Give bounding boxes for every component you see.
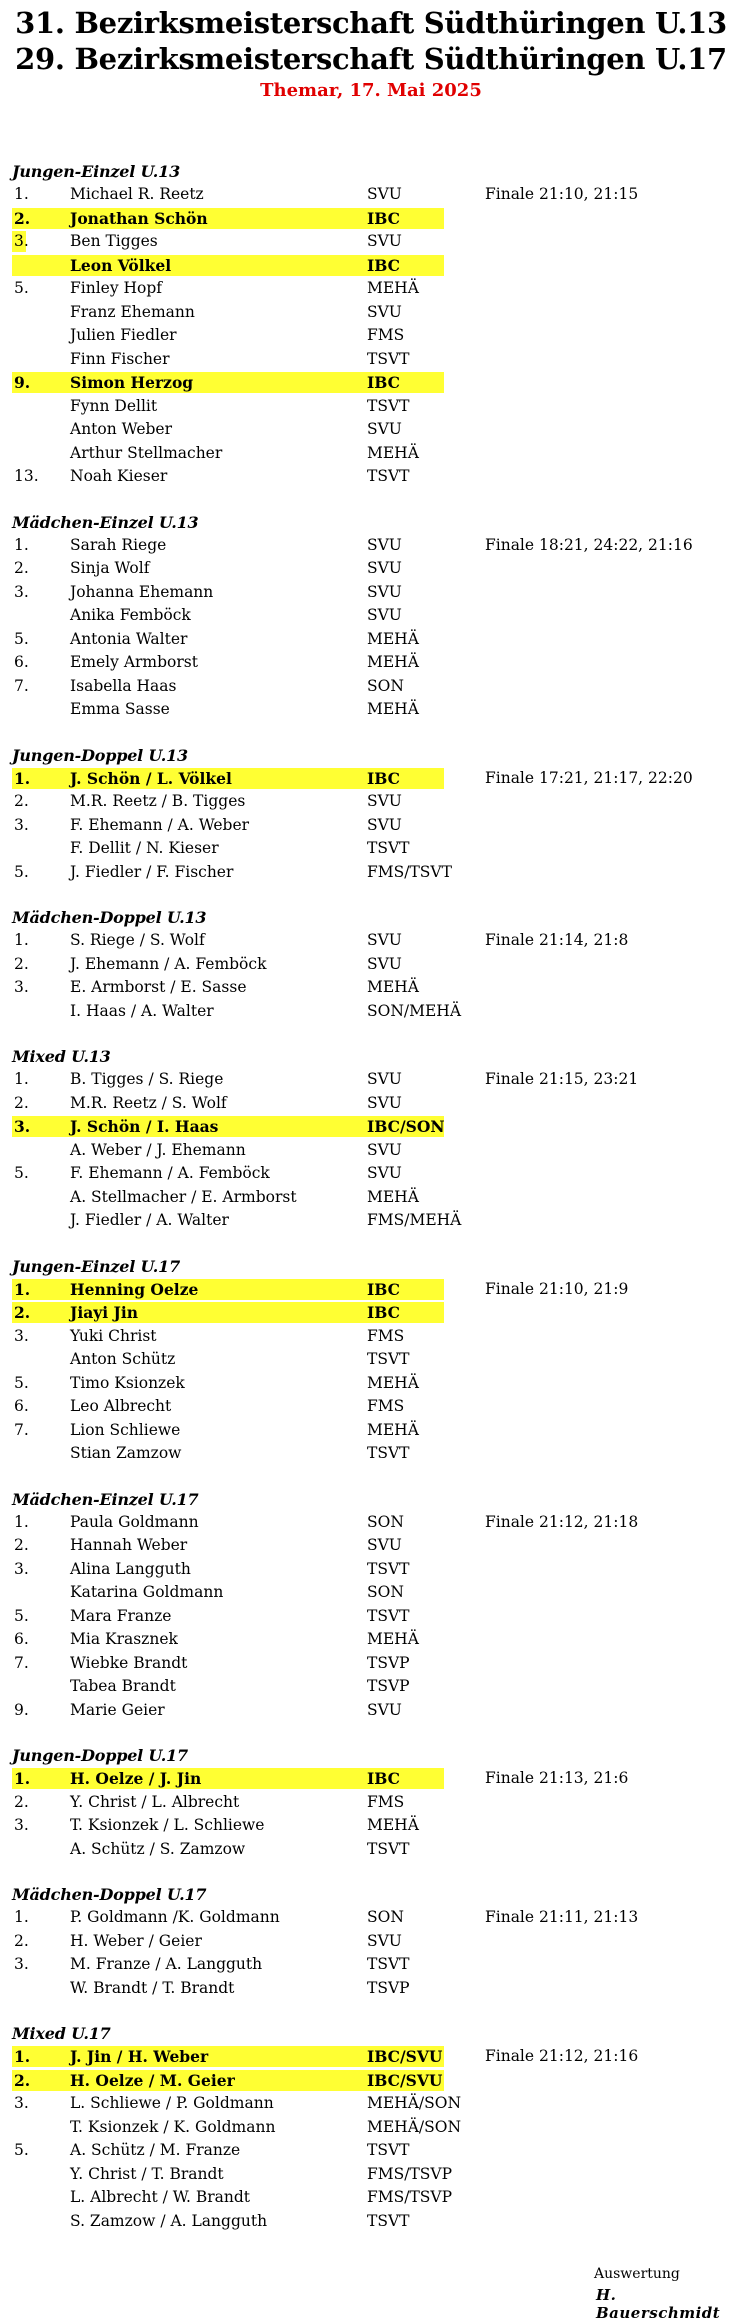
- result-name: Timo Ksionzek: [70, 1373, 185, 1392]
- result-name: Stian Zamzow: [70, 1444, 182, 1462]
- result-name: Lion Schliewe: [70, 1420, 181, 1439]
- result-name: J. Fiedler / A. Walter: [70, 1211, 229, 1229]
- section-title: Jungen-Doppel U.17: [12, 1746, 188, 1765]
- result-rank: 1.: [14, 1769, 31, 1788]
- result-name: Sinja Wolf: [70, 559, 150, 577]
- result-name: T. Ksionzek / K. Goldmann: [70, 2117, 276, 2136]
- result-name: Michael R. Reetz: [70, 185, 204, 203]
- result-rank: 5.: [14, 2141, 29, 2159]
- page-title-u17: 29. Bezirksmeisterschaft Südthüringen U.17: [15, 42, 727, 76]
- result-rank: 5.: [14, 279, 29, 297]
- result-club: MEHÄ: [367, 653, 419, 671]
- result-row: [12, 953, 732, 977]
- result-rank: 2.: [14, 792, 29, 810]
- result-rank: 1.: [14, 768, 31, 788]
- result-row: [12, 2210, 732, 2234]
- result-row: [12, 1115, 732, 1139]
- result-row: [12, 301, 732, 325]
- result-row: [12, 183, 732, 207]
- result-section: [12, 511, 732, 722]
- result-name: H. Oelze / J. Jin: [70, 1769, 202, 1788]
- section-title: Mixed U.17: [12, 2024, 111, 2043]
- result-name: Mara Franze: [70, 1606, 172, 1625]
- result-name: Jiayi Jin: [70, 1303, 139, 1322]
- result-club: IBC: [367, 1769, 400, 1788]
- result-name: A. Weber / J. Ehemann: [70, 1140, 246, 1159]
- result-rank: 5.: [14, 1164, 29, 1182]
- result-club: SON: [367, 676, 404, 695]
- page-title-u13: 31. Bezirksmeisterschaft Südthüringen U.13: [15, 6, 727, 40]
- result-score: Finale 21:13, 21:6: [485, 1769, 629, 1787]
- result-name: Y. Christ / T. Brandt: [70, 2164, 224, 2183]
- result-club: TSVT: [367, 1559, 410, 1578]
- result-section: [12, 1883, 732, 2000]
- result-name: L. Albrecht / W. Brandt: [70, 2188, 251, 2206]
- result-club: SVU: [367, 931, 402, 949]
- result-rank: 3.: [14, 815, 29, 834]
- result-name: Wiebke Brandt: [70, 1653, 188, 1672]
- result-name: Johanna Ehemann: [70, 582, 214, 601]
- result-club: FMS/TSVT: [367, 862, 452, 881]
- result-name: Emma Sasse: [70, 700, 170, 718]
- result-row: [12, 324, 732, 348]
- result-club: FMS: [367, 326, 405, 344]
- result-club: MEHÄ: [367, 978, 419, 996]
- result-score: Finale 21:10, 21:15: [485, 185, 639, 203]
- result-name: H. Oelze / M. Geier: [70, 2070, 235, 2090]
- result-club: TSVP: [367, 1978, 410, 1997]
- result-row: [12, 348, 732, 372]
- result-club: TSVT: [367, 349, 410, 368]
- result-score: Finale 21:10, 21:9: [485, 1279, 629, 1298]
- result-row: [12, 790, 732, 814]
- result-club: SVU: [367, 1931, 402, 1950]
- result-club: IBC: [367, 1279, 400, 1299]
- result-name: Alina Langguth: [70, 1559, 191, 1578]
- result-row: [12, 1278, 732, 1302]
- result-name: B. Tigges / S. Riege: [70, 1070, 224, 1088]
- result-row: [12, 1953, 732, 1977]
- result-row: [12, 698, 732, 722]
- result-club: MEHÄ: [367, 1420, 419, 1439]
- result-rank: 1.: [14, 185, 29, 203]
- result-club: SVU: [367, 582, 402, 601]
- result-row: [12, 2045, 732, 2069]
- result-row: [12, 1628, 732, 1652]
- result-rank: 1.: [14, 1279, 31, 1299]
- result-club: SVU: [367, 1070, 402, 1088]
- result-club: SVU: [367, 1093, 402, 1112]
- result-club: SVU: [367, 535, 402, 554]
- result-club: MEHÄ: [367, 443, 419, 462]
- result-row: [12, 2092, 732, 2116]
- result-row: [12, 1581, 732, 1605]
- result-club: SVU: [367, 420, 402, 438]
- result-section: [12, 744, 732, 885]
- result-club: SVU: [367, 815, 402, 834]
- result-club: TSVT: [367, 396, 410, 415]
- result-rank: 2.: [14, 1536, 29, 1554]
- result-name: J. Fiedler / F. Fischer: [70, 862, 234, 881]
- result-section: [12, 2022, 732, 2233]
- result-row: [12, 1699, 732, 1723]
- result-club: SVU: [367, 1536, 402, 1554]
- result-name: Sarah Riege: [70, 535, 167, 554]
- result-rank: 1.: [14, 1908, 29, 1926]
- result-club: IBC: [367, 768, 400, 788]
- result-row: [12, 254, 732, 278]
- result-club: SVU: [367, 185, 402, 203]
- result-rank: 13.: [14, 467, 39, 485]
- result-row: [12, 2116, 732, 2140]
- result-club: IBC/SVU: [367, 2047, 443, 2066]
- result-rank: 5.: [14, 1606, 29, 1625]
- result-row: [12, 1511, 732, 1535]
- result-rank: 5.: [14, 629, 29, 648]
- result-name: M.R. Reetz / S. Wolf: [70, 1093, 227, 1112]
- result-score: Finale 18:21, 24:22, 21:16: [485, 535, 693, 554]
- event-date-location: Themar, 17. Mai 2025: [260, 80, 482, 101]
- section-title: Mädchen-Doppel U.17: [12, 1885, 207, 1904]
- result-rank: 1.: [14, 931, 29, 949]
- result-rank: 6.: [14, 1397, 29, 1415]
- section-title: Jungen-Einzel U.17: [12, 1256, 181, 1276]
- result-row: [12, 837, 732, 861]
- result-club: MEHÄ/SON: [367, 2117, 462, 2136]
- result-club: MEHÄ: [367, 700, 419, 718]
- result-row: [12, 1930, 732, 1954]
- result-name: Simon Herzog: [70, 373, 194, 392]
- result-rank: 3.: [14, 2094, 29, 2112]
- result-club: SVU: [367, 232, 402, 250]
- result-rank: 5.: [14, 862, 29, 881]
- result-rank: 5.: [14, 1373, 29, 1392]
- result-rank: 3.: [14, 1117, 31, 1136]
- result-club: SVU: [367, 606, 402, 624]
- result-rank: 2.: [14, 1093, 29, 1112]
- result-row: [12, 651, 732, 675]
- result-name: S. Zamzow / A. Langguth: [70, 2211, 268, 2230]
- result-club: TSVT: [367, 1350, 410, 1368]
- result-club: IBC: [367, 255, 400, 275]
- result-name: Leon Völkel: [70, 255, 172, 275]
- result-row: [12, 1814, 732, 1838]
- result-name: Jonathan Schön: [70, 208, 208, 228]
- result-row: [12, 557, 732, 581]
- result-row: [12, 861, 732, 885]
- result-name: Finn Fischer: [70, 349, 170, 368]
- result-name: J. Schön / L. Völkel: [70, 768, 232, 788]
- section-title: Mixed U.13: [12, 1047, 111, 1066]
- result-name: A. Schütz / S. Zamzow: [70, 1839, 246, 1858]
- result-row: [12, 1301, 732, 1325]
- result-name: I. Haas / A. Walter: [70, 1001, 214, 1020]
- footer-signature: H. Bauerschmidt: [596, 2286, 721, 2322]
- result-rank: 2.: [14, 208, 31, 228]
- result-section: [12, 160, 732, 489]
- result-club: SVU: [367, 1140, 402, 1159]
- result-club: TSVT: [367, 2211, 410, 2230]
- result-club: IBC: [367, 373, 400, 392]
- result-row: [12, 1162, 732, 1186]
- result-row: [12, 1605, 732, 1629]
- result-score: Finale 21:12, 21:16: [485, 2047, 639, 2065]
- result-name: Leo Albrecht: [70, 1397, 172, 1415]
- result-row: [12, 1652, 732, 1676]
- result-club: TSVP: [367, 1653, 410, 1672]
- result-club: SVU: [367, 1164, 402, 1182]
- section-title: Jungen-Doppel U.13: [12, 745, 188, 765]
- result-row: [12, 395, 732, 419]
- result-rank: 2.: [14, 559, 29, 577]
- result-name: J. Schön / I. Haas: [70, 1117, 219, 1136]
- result-rank: 7.: [14, 1653, 29, 1672]
- result-club: SON/MEHÄ: [367, 1001, 462, 1020]
- result-club: TSVT: [367, 1444, 410, 1462]
- result-name: W. Brandt / T. Brandt: [70, 1978, 235, 1997]
- result-rank: 9.: [14, 1700, 29, 1719]
- result-row: [12, 1186, 732, 1210]
- result-name: Tabea Brandt: [70, 1677, 176, 1695]
- result-name: Antonia Walter: [70, 629, 188, 648]
- result-score: Finale 21:12, 21:18: [485, 1512, 639, 1531]
- result-name: A. Stellmacher / E. Armborst: [70, 1187, 297, 1206]
- result-club: FMS: [367, 1792, 405, 1811]
- result-club: FMS: [367, 1397, 405, 1415]
- result-row: [12, 1442, 732, 1466]
- result-row: [12, 465, 732, 489]
- result-name: Fynn Dellit: [70, 396, 158, 415]
- result-name: Marie Geier: [70, 1700, 165, 1719]
- result-name: J. Ehemann / A. Femböck: [70, 954, 267, 973]
- result-name: Ben Tigges: [70, 232, 158, 250]
- result-row: [12, 1675, 732, 1699]
- result-name: Yuki Christ: [70, 1326, 157, 1345]
- result-club: MEHÄ/SON: [367, 2094, 462, 2112]
- result-row: [12, 767, 732, 791]
- results-list: [12, 160, 732, 2233]
- result-name: Finley Hopf: [70, 279, 163, 297]
- result-name: F. Ehemann / A. Weber: [70, 815, 250, 834]
- result-row: [12, 1906, 732, 1930]
- result-score: Finale 17:21, 21:17, 22:20: [485, 768, 693, 787]
- result-name: J. Jin / H. Weber: [70, 2047, 209, 2066]
- result-row: [12, 1325, 732, 1349]
- result-row: [12, 2163, 732, 2187]
- result-club: SVU: [367, 792, 402, 810]
- result-rank: 7.: [14, 676, 29, 695]
- result-rank: 3.: [14, 978, 29, 996]
- result-rank: 1.: [14, 2047, 31, 2066]
- result-row: [12, 1395, 732, 1419]
- result-name: Anton Weber: [70, 420, 172, 438]
- result-name: Arthur Stellmacher: [70, 443, 223, 462]
- result-rank: 1.: [14, 535, 29, 554]
- result-row: [12, 976, 732, 1000]
- result-club: SON: [367, 1583, 404, 1601]
- section-title: Mädchen-Doppel U.13: [12, 908, 207, 927]
- result-row: [12, 418, 732, 442]
- result-row: [12, 1092, 732, 1116]
- result-name: Y. Christ / L. Albrecht: [70, 1792, 240, 1811]
- result-name: H. Weber / Geier: [70, 1931, 202, 1950]
- result-name: Julien Fiedler: [70, 326, 177, 344]
- result-name: Hannah Weber: [70, 1536, 188, 1554]
- result-section: [12, 906, 732, 1023]
- result-name: F. Dellit / N. Kieser: [70, 839, 219, 857]
- section-title: Mädchen-Einzel U.13: [12, 512, 199, 532]
- result-club: TSVT: [367, 1606, 410, 1625]
- result-rank: 3.: [14, 582, 29, 601]
- result-club: SON: [367, 1908, 404, 1926]
- result-club: FMS: [367, 1326, 405, 1345]
- result-name: E. Armborst / E. Sasse: [70, 978, 247, 996]
- result-name: T. Ksionzek / L. Schliewe: [70, 1816, 265, 1834]
- result-row: [12, 1977, 732, 2001]
- result-row: [12, 1791, 732, 1815]
- result-row: [12, 2139, 732, 2163]
- result-row: [12, 277, 732, 301]
- result-name: Paula Goldmann: [70, 1512, 199, 1531]
- result-row: [12, 371, 732, 395]
- result-score: Finale 21:14, 21:8: [485, 931, 629, 949]
- result-rank: 3.: [14, 1955, 29, 1973]
- result-club: IBC/SVU: [367, 2070, 443, 2090]
- result-name: Noah Kieser: [70, 467, 168, 485]
- result-row: [12, 1000, 732, 1024]
- result-club: MEHÄ: [367, 1187, 419, 1206]
- result-club: IBC: [367, 208, 400, 228]
- result-club: MEHÄ: [367, 1816, 419, 1834]
- result-name: A. Schütz / M. Franze: [70, 2141, 241, 2159]
- result-club: SVU: [367, 954, 402, 973]
- result-name: Franz Ehemann: [70, 302, 195, 321]
- result-rank: 3.: [14, 1559, 29, 1578]
- result-row: [12, 1767, 732, 1791]
- result-rank: 3.: [14, 232, 29, 250]
- result-row: [12, 1348, 732, 1372]
- result-row: [12, 2186, 732, 2210]
- result-rank: 3.: [14, 1326, 29, 1345]
- result-row: [12, 814, 732, 838]
- result-name: Anika Femböck: [70, 606, 191, 624]
- result-score: Finale 21:15, 23:21: [485, 1070, 639, 1088]
- result-rank: 7.: [14, 1420, 29, 1439]
- result-row: [12, 1558, 732, 1582]
- footer-label: Auswertung: [594, 2266, 680, 2282]
- result-rank: 3.: [14, 1816, 29, 1834]
- result-row: [12, 230, 732, 254]
- result-row: [12, 628, 732, 652]
- result-row: [12, 442, 732, 466]
- section-title: Jungen-Einzel U.13: [12, 162, 181, 181]
- result-name: Emely Armborst: [70, 653, 198, 671]
- result-club: SON: [367, 1512, 404, 1531]
- result-club: FMS/TSVP: [367, 2164, 453, 2183]
- result-section: [12, 1744, 732, 1861]
- result-row: [12, 207, 732, 231]
- result-club: TSVT: [367, 2141, 410, 2159]
- result-club: IBC: [367, 1303, 400, 1322]
- result-club: SVU: [367, 302, 402, 321]
- result-name: P. Goldmann /K. Goldmann: [70, 1908, 280, 1926]
- result-club: MEHÄ: [367, 629, 419, 648]
- result-club: FMS/TSVP: [367, 2188, 453, 2206]
- result-rank: 2.: [14, 1931, 29, 1950]
- result-row: [12, 1139, 732, 1163]
- result-section: [12, 1045, 732, 1233]
- result-section: [12, 1255, 732, 1466]
- result-name: Mia Krasznek: [70, 1630, 178, 1648]
- result-name: M. Franze / A. Langguth: [70, 1955, 263, 1973]
- result-row: [12, 1372, 732, 1396]
- result-club: TSVT: [367, 1955, 410, 1973]
- result-row: [12, 675, 732, 699]
- result-club: TSVP: [367, 1677, 410, 1695]
- result-rank: 2.: [14, 2070, 31, 2090]
- result-row: [12, 1419, 732, 1443]
- result-club: SVU: [367, 1700, 402, 1719]
- result-name: Isabella Haas: [70, 676, 177, 695]
- result-row: [12, 1534, 732, 1558]
- result-rank: 1.: [14, 1512, 29, 1531]
- result-row: [12, 581, 732, 605]
- result-row: [12, 2069, 732, 2093]
- result-rank: 6.: [14, 1630, 29, 1648]
- result-rank: 2.: [14, 1303, 31, 1322]
- result-club: TSVT: [367, 467, 410, 485]
- result-row: [12, 1068, 732, 1092]
- result-row: [12, 534, 732, 558]
- result-club: FMS/MEHÄ: [367, 1211, 462, 1229]
- result-name: Katarina Goldmann: [70, 1583, 224, 1601]
- result-name: Henning Oelze: [70, 1279, 199, 1299]
- section-title: Mädchen-Einzel U.17: [12, 1489, 199, 1509]
- result-name: F. Ehemann / A. Femböck: [70, 1164, 270, 1182]
- result-score: Finale 21:11, 21:13: [485, 1908, 639, 1926]
- result-rank: 6.: [14, 653, 29, 671]
- result-row: [12, 1209, 732, 1233]
- result-name: M.R. Reetz / B. Tigges: [70, 792, 246, 810]
- result-name: Anton Schütz: [70, 1350, 176, 1368]
- result-club: MEHÄ: [367, 279, 419, 297]
- result-club: TSVT: [367, 1839, 410, 1858]
- result-rank: 2.: [14, 1792, 29, 1811]
- result-rank: 9.: [14, 373, 31, 392]
- result-club: IBC/SON: [367, 1117, 445, 1136]
- result-club: MEHÄ: [367, 1630, 419, 1648]
- result-row: [12, 1838, 732, 1862]
- result-row: [12, 929, 732, 953]
- result-club: SVU: [367, 559, 402, 577]
- result-section: [12, 1488, 732, 1723]
- result-name: L. Schliewe / P. Goldmann: [70, 2094, 274, 2112]
- result-club: MEHÄ: [367, 1373, 419, 1392]
- result-rank: 2.: [14, 954, 29, 973]
- result-row: [12, 604, 732, 628]
- result-name: S. Riege / S. Wolf: [70, 931, 205, 949]
- result-club: TSVT: [367, 839, 410, 857]
- result-rank: 1.: [14, 1070, 29, 1088]
